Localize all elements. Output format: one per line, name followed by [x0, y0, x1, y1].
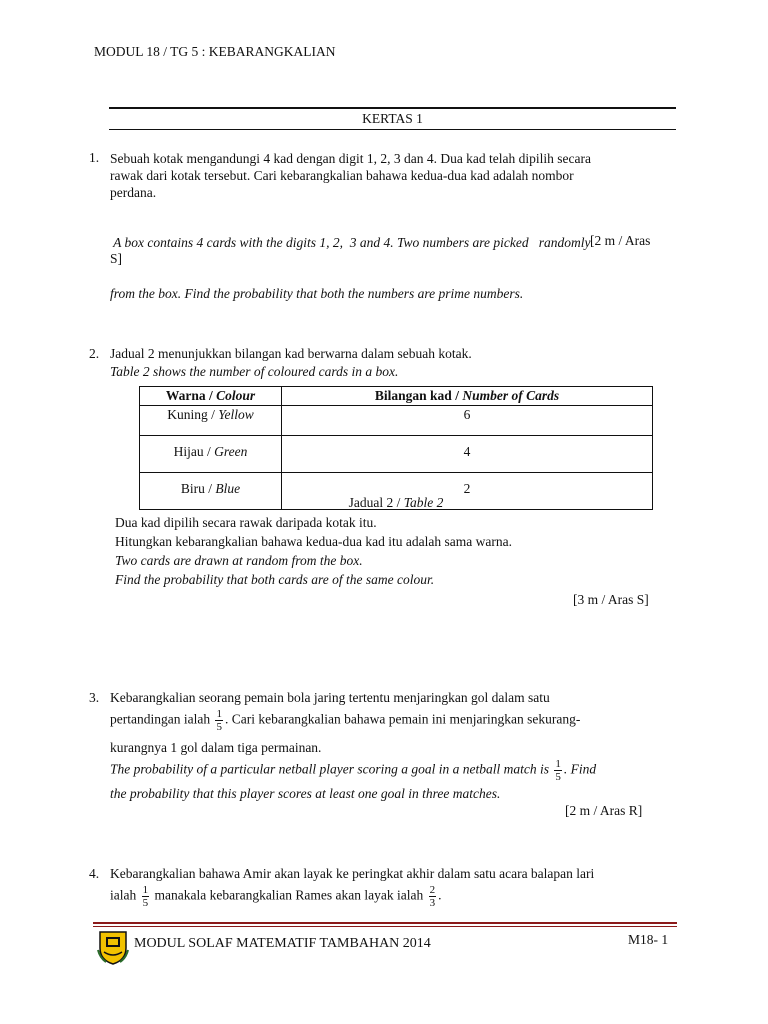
q4-line-1: Kebarangkalian bahawa Amir akan layak ke peringkat akhir dalam satu acara balapan lari [110, 866, 595, 881]
colour-cell: Kuning / Yellow [140, 406, 282, 436]
q3-marks: [2 m / Aras R] [565, 803, 643, 818]
q2-task-english-1: Two cards are drawn at random from the box. [115, 553, 363, 568]
footer-title: MODUL SOLAF MATEMATIF TAMBAHAN 2014 [134, 936, 431, 951]
q3-english-fraction: $\frac{1}{5}$ [555, 758, 561, 783]
q4-fraction-amir: $\frac{1}{5}$ [142, 884, 149, 909]
colour-cards-table [139, 386, 653, 510]
table-header-row [140, 387, 653, 406]
colour-cell: Biru / Blue [140, 473, 282, 510]
count-cell: 6 [282, 406, 653, 436]
q2-task-malay-2: Hitungkan kebarangkalian bahawa kedua-dua kad itu adalah sama warna. [115, 534, 512, 549]
q3-malay-2: pertandingan ialah $\frac{1}{5}$ . Cari kebarangkalian bahawa pemain ini menjaringkan sekurang- [110, 708, 581, 733]
q2-number: 2. [89, 346, 100, 361]
q1-marks: [2 m / Aras [590, 233, 651, 248]
colour-column-header: Warna / Colour [140, 387, 282, 406]
q1-malay [110, 150, 680, 201]
q1-marks-level: S] [110, 251, 123, 266]
table-row [140, 436, 653, 473]
q1-malay-line: rawak dari kotak tersebut. Cari kebarangkalian bahawa kedua-dua kad adalah nombor [110, 168, 574, 183]
q1-number: 1. [89, 150, 100, 165]
paper-title: KERTAS 1 [362, 111, 423, 126]
count-cell: 4 [282, 436, 653, 473]
footer-rule-top [93, 922, 677, 924]
header-rule-bottom [109, 129, 676, 130]
q2-marks: [3 m / Aras S] [573, 592, 649, 607]
q2-task-english-2: Find the probability that both cards are of the same colour. [115, 572, 435, 587]
q4-fraction-rames: $\frac{2}{3}$ [429, 884, 436, 909]
q4-line-2: ialah $\frac{1}{5}$ manakala kebarangkalian Rames akan layak ialah $\frac{2}{3}$ . [110, 884, 442, 909]
q3-fraction: $\frac{1}{5}$ [216, 708, 222, 733]
q3-malay-3: kurangnya 1 gol dalam tiga permainan. [110, 740, 322, 755]
count-cell: 2 [282, 473, 653, 510]
q1-english [110, 200, 680, 319]
q2-intro-malay: Jadual 2 menunjukkan bilangan kad berwarna dalam sebuah kotak. [110, 346, 472, 361]
q2-intro-english: Table 2 shows the number of coloured cards in a box. [110, 364, 399, 379]
page-number: M18- 1 [628, 932, 669, 947]
q1-malay-line: perdana. [110, 185, 157, 200]
q3-number: 3. [89, 690, 100, 705]
q3-malay-1: Kebarangkalian seorang pemain bola jaring tertentu menjaringkan gol dalam satu [110, 690, 550, 705]
table-row [140, 406, 653, 436]
count-column-header: Bilangan kad / Number of Cards [282, 387, 653, 406]
school-crest-logo [96, 928, 130, 966]
footer-rule-bottom [93, 926, 677, 927]
colour-cell: Hijau / Green [140, 436, 282, 473]
q1-english-line: A box contains 4 cards with the digits 1, 2, 3 and 4. Two numbers are picked randomly [110, 235, 591, 250]
q4-number: 4. [89, 866, 100, 881]
table-caption: Jadual 2 / Table 2 [348, 495, 444, 510]
q3-english-2: the probability that this player scores at least one goal in three matches. [110, 786, 501, 801]
header-rule-top [109, 107, 676, 109]
q3-english-1: The probability of a particular netball player scoring a goal in a netball match is $\frac{1}{5}$ . Find [110, 758, 597, 783]
q1-english-line: from the box. Find the probability that both the numbers are prime numbers. [110, 286, 524, 301]
module-title: MODUL 18 / TG 5 : KEBARANGKALIAN [94, 44, 336, 59]
q2-task-malay-1: Dua kad dipilih secara rawak daripada kotak itu. [115, 515, 377, 530]
q1-malay-line: Sebuah kotak mengandungi 4 kad dengan digit 1, 2, 3 dan 4. Dua kad telah dipilih secara [110, 151, 592, 166]
